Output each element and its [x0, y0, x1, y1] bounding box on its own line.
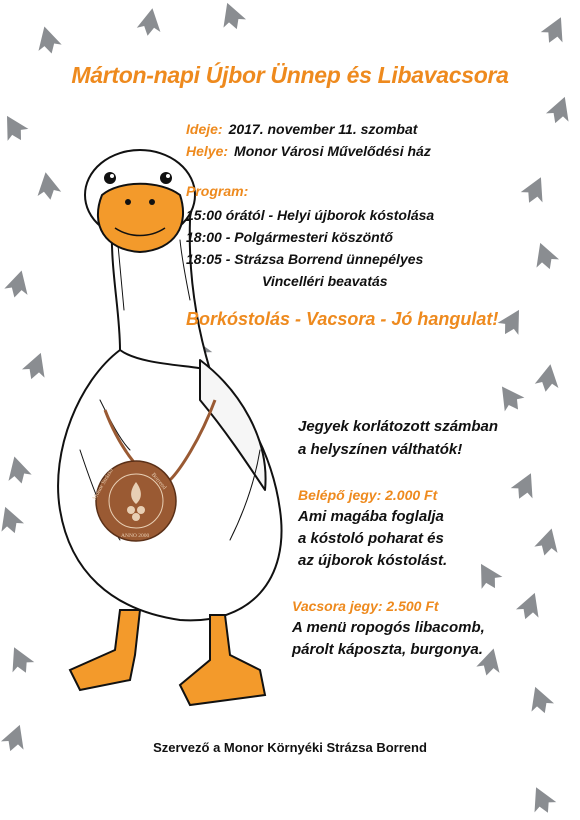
entry-ticket-line: a kóstoló poharat és: [298, 530, 444, 547]
medal-text-right: Borrend: [149, 472, 168, 491]
goose-beak: [98, 184, 183, 252]
footprint-icon: [3, 267, 33, 300]
footprint-icon: [3, 642, 37, 678]
date-label: Ideje:: [186, 121, 223, 137]
date-line: [186, 121, 417, 137]
ticket-availability: a helyszínen válthatók!: [298, 441, 463, 458]
event-slogan: Borkóstolás - Vacsora - Jó hangulat!: [186, 309, 499, 329]
program-item: 18:05 - Strázsa Borrend ünnepélyes: [186, 251, 424, 267]
footprint-icon: [514, 589, 546, 624]
footprint-icon: [33, 23, 63, 56]
entry-ticket-heading: Belépő jegy: 2.000 Ft: [298, 487, 438, 503]
entry-ticket-line: az újborok kóstolást.: [298, 552, 448, 569]
footprint-icon: [136, 6, 164, 38]
footprint-icon: [525, 782, 559, 818]
footprint-icon: [0, 503, 26, 538]
entry-ticket-line: Ami magába foglalja: [298, 508, 444, 525]
program-item: 18:00 - Polgármesteri köszöntő: [186, 229, 393, 245]
goose-eye-left: [104, 172, 116, 184]
ticket-availability: Jegyek korlátozott számban: [298, 418, 499, 435]
place-line: [186, 143, 431, 159]
medal-text-bottom: ANNO 2000: [121, 533, 150, 539]
footprint-icon: [492, 380, 528, 417]
dinner-ticket-line: A menü ropogós libacomb,: [292, 619, 485, 636]
footprint-icon: [518, 172, 552, 208]
place-value: Monor Városi Művelődési ház: [234, 143, 431, 159]
footprint-icon: [3, 453, 33, 486]
footprint-icon: [529, 239, 561, 274]
dinner-ticket-line: párolt káposzta, burgonya.: [292, 641, 483, 658]
medal-text-left: Monor Strázsa: [91, 467, 115, 502]
date-value: 2017. november 11. szombat: [228, 121, 418, 137]
footprint-icon: [544, 93, 576, 128]
footprint-icon: [495, 304, 530, 340]
footprint-icon: [471, 558, 506, 594]
organizer-footer: Szervező a Monor Környéki Strázsa Borrend: [153, 740, 427, 755]
footprint-icon: [508, 468, 542, 504]
footprint-icon: [538, 12, 572, 48]
footprint-icon: [534, 362, 562, 394]
event-title: Márton-napi Újbor Ünnep és Libavacsora: [71, 62, 509, 88]
program-item: Vincelléri beavatás: [262, 273, 388, 289]
borrend-medal: [91, 460, 177, 542]
goose-eye-right: [160, 172, 172, 184]
program-item: 15:00 órától - Helyi újborok kóstolása: [186, 207, 435, 223]
dinner-ticket-heading: Vacsora jegy: 2.500 Ft: [292, 598, 439, 614]
footprint-icon: [0, 110, 31, 146]
footprint-icon: [533, 525, 563, 558]
footprint-icon: [524, 683, 556, 718]
footprint-icon: [216, 0, 248, 33]
goose-foot-right: [180, 615, 265, 705]
program-heading: Program:: [186, 183, 249, 199]
goose-foot-left: [70, 610, 140, 690]
place-label: Helye:: [186, 143, 229, 159]
